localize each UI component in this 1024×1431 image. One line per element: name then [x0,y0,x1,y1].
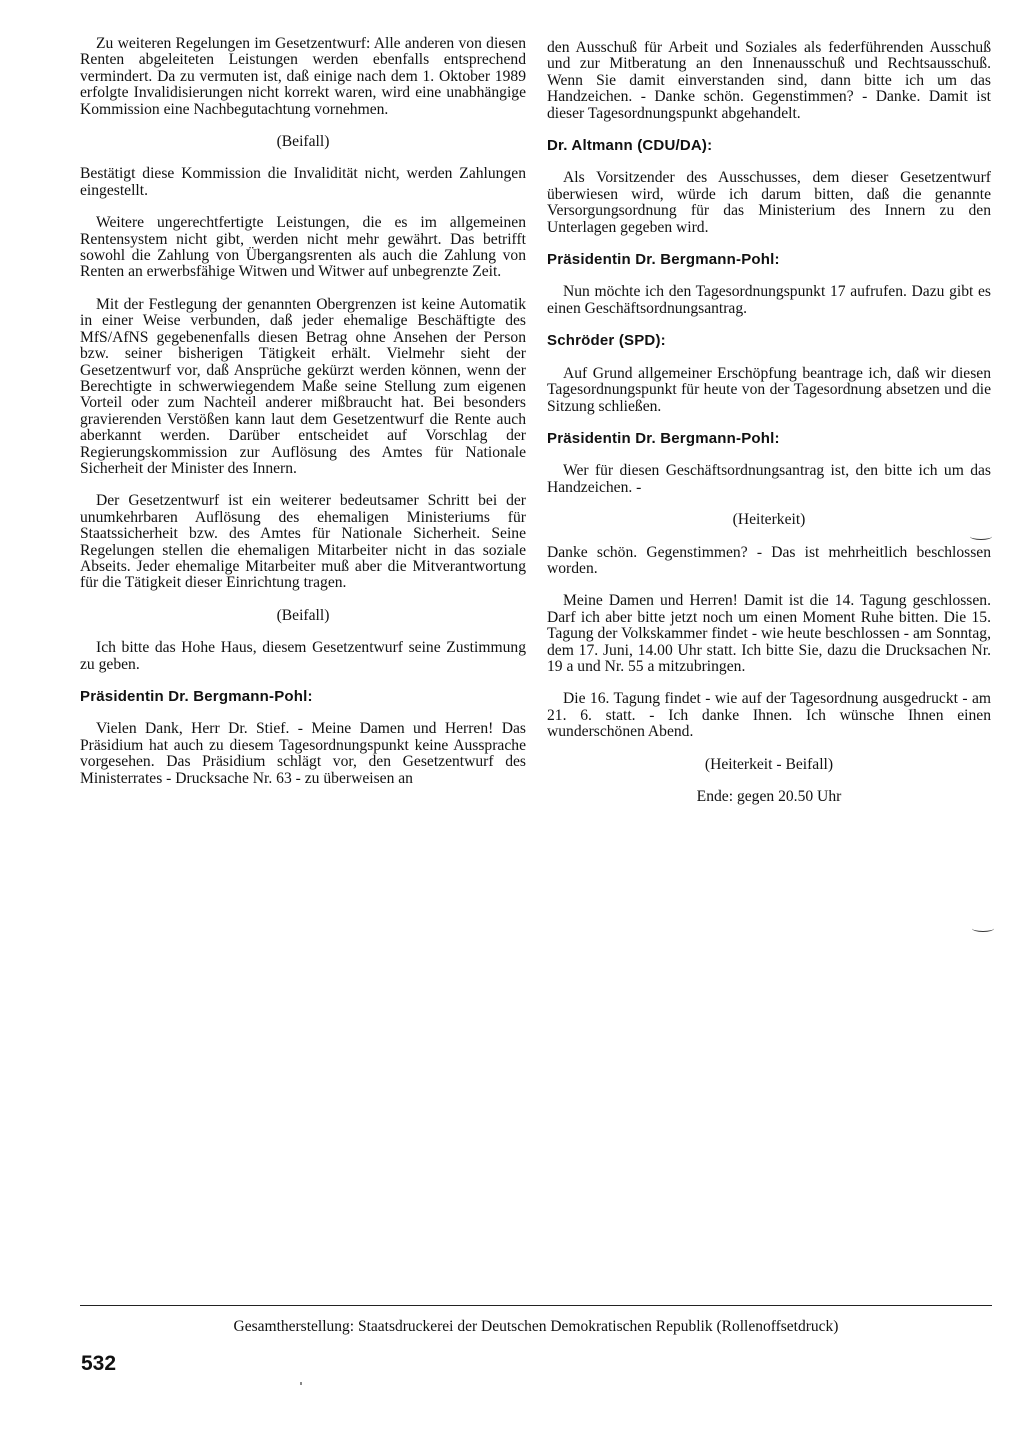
speaker-heading: Präsidentin Dr. Bergmann-Pohl: [547,251,780,269]
session-end-note: Ende: gegen 20.50 Uhr [696,788,842,805]
speaker-heading: Schröder (SPD): [547,332,666,350]
paragraph: Ich bitte das Hohe Haus, diesem Gesetzentwurf seine Zustimmung zu geben. [80,639,526,673]
page-number: 532 [81,1352,117,1375]
stage-direction: (Beifall) [276,606,330,624]
left-column [80,36,526,787]
printer-credit: Gesamtherstellung: Staatsdruckerei der Deutschen Demokratischen Republik (Rollenoffsetdruck) [233,1318,839,1335]
paragraph: Nun möchte ich den Tagesordnungspunkt 17 aufrufen. Dazu gibt es einen Geschäftsordnungsantrag. [547,283,991,317]
stage-direction: (Heiterkeit - Beifall) [704,755,834,773]
paragraph: Auf Grund allgemeiner Erschöpfung beantrage ich, daß wir diesen Tagesordnungspunkt für heute von der Tagesordnung absetzen und die Sitzung schließen. [547,364,991,415]
margin-mark [970,533,992,540]
scan-speck [300,1382,302,1385]
paragraph: Zu weiteren Regelungen im Gesetzentwurf: Alle anderen von diesen Renten abgeleiteten Leistungen werden ebenfalls entsprechend vermindert. Da zu vermuten ist, daß einige nach dem 1. Oktober 1989 erfolgte Invalidisierungen nicht korrekt waren, wird eine unabhängige Kommission eine Nachbegutachtung vornehmen. [80,35,526,118]
paragraph: Mit der Festlegung der genannten Obergrenzen ist keine Automatik in einer Weise verbunden, daß jeder ehemalige Beschäftigte des MfS/AfNS gegebenenfalls diesen Betrag ohne Ansehen der Person bzw. seiner bisherigen Tätigkeit erhält. Vielmehr sieht der Gesetzentwurf vor, daß Ansprüche gekürzt werden können, wenn der Berechtigte in schwerwiegendem Maße seine Stellung zum eigenen Vorteil oder zum Nachteil anderer mißbraucht hat. Bei besonders gravierenden Verstößen kann laut dem Gesetzentwurf die Rente auch aberkannt werden. Darüber entscheidet auf Vorschlag der Regierungskommission zur Auflösung des Amtes für Nationale Sicherheit der Minister des Innern. [80,295,526,477]
paragraph: Weitere ungerechtfertigte Leistungen, die es im allgemeinen Rentensystem nicht gibt, werden nicht mehr gewährt. Das betrifft sowohl die Zahlung von Übergangsrenten als auch die Zahlung von Renten an erwerbsfähige Witwen und Witwer auf unbegrenzte Zeit. [80,214,526,281]
speaker-heading: Präsidentin Dr. Bergmann-Pohl: [80,688,313,705]
paragraph: Vielen Dank, Herr Dr. Stief. - Meine Damen und Herren! Das Präsidium hat auch zu diesem Tagesordnungspunkt keine Aussprache vorgesehen. Das Präsidium schlägt vor, den Gesetzentwurf des Ministerrates - Drucksache Nr. 63 - zu überweisen an [80,720,526,787]
paragraph: Die 16. Tagung findet - wie auf der Tagesordnung ausgedruckt - am 21. 6. statt. - Ich danke Ihnen. Ich wünsche Ihnen einen wunderschönen Abend. [547,690,991,741]
margin-mark [972,925,994,932]
paragraph: Als Vorsitzender des Ausschusses, dem dieser Gesetzentwurf überwiesen wird, würde ich darum bitten, daß die genannte Versorgungsordnung für das Ministerium des Innern zu den Unterlagen gegeben wird. [547,169,991,236]
paragraph: Der Gesetzentwurf ist ein weiterer bedeutsamer Schritt bei der unumkehrbaren Auflösung des ehemaligen Ministeriums für Staatssicherheit bzw. des Amtes für Nationale Sicherheit. Seine Regelungen stellen die ehemaligen Mitarbeiter nicht in das soziale Abseits. Jeder ehemalige Mitarbeiter muß aber die Mitverantwortung für die Tätigkeit dieser Einrichtung tragen. [80,492,526,592]
stage-direction: (Heiterkeit) [732,511,806,529]
speaker-heading: Präsidentin Dr. Bergmann-Pohl: [547,429,780,447]
footer-divider [80,1305,992,1306]
right-column [547,40,991,805]
stage-direction: (Beifall) [276,133,330,151]
paragraph: den Ausschuß für Arbeit und Soziales als federführenden Ausschuß und zur Mitberatung an den Innenausschuß und Rechtsausschuß. Wenn Sie damit einverstanden sind, dann bitte ich um das Handzeichen. - Danke schön. Gegenstimmen? - Danke. Damit ist dieser Tagesordnungspunkt abgehandelt. [547,39,991,122]
paragraph: Bestätigt diese Kommission die Invalidität nicht, werden Zahlungen eingestellt. [80,165,526,199]
speaker-heading: Dr. Altmann (CDU/DA): [547,137,713,155]
paragraph: Wer für diesen Geschäftsordnungsantrag ist, den bitte ich um das Handzeichen. - [547,462,991,496]
paragraph: Danke schön. Gegenstimmen? - Das ist mehrheitlich beschlossen worden. [547,543,991,577]
paragraph: Meine Damen und Herren! Damit ist die 14. Tagung geschlossen. Darf ich aber bitte jetzt noch um einen Moment Ruhe bitten. Die 15. Tagung der Volkskammer findet - wie heute beschlossen - am Sonntag, dem 17. Juni, 14.00 Uhr statt. Ich bitte Sie, dazu die Drucksachen Nr. 19 a und Nr. 55 a mitzubringen. [547,592,991,675]
